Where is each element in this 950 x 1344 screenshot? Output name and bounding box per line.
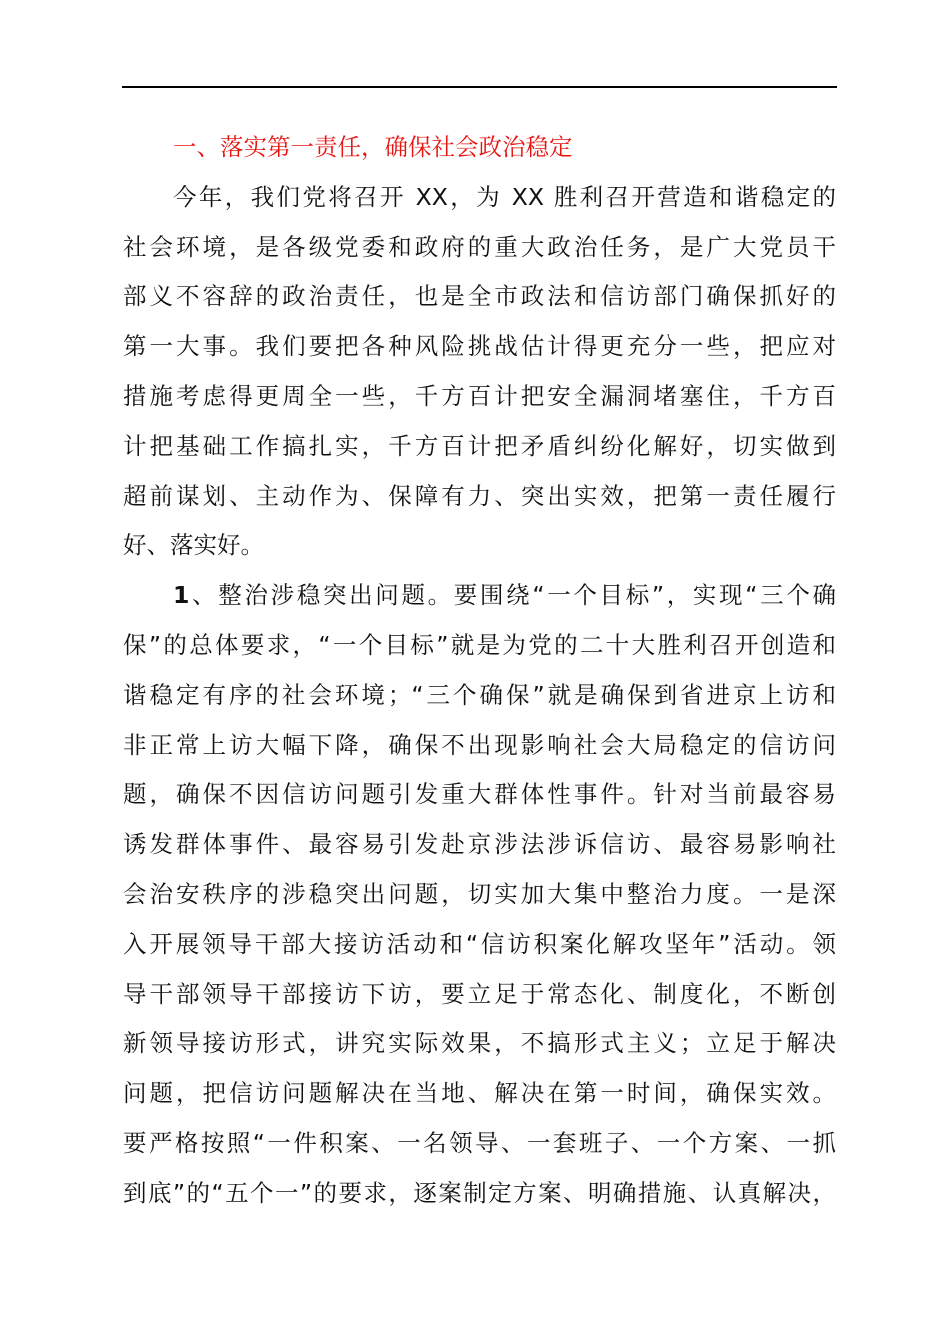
text-line: [123, 571, 836, 621]
header-rule: [122, 86, 837, 88]
text-line: 诱发群体事件、最容易引发赴京涉法涉诉信访、最容易影响社: [123, 830, 836, 859]
text-line: 导干部领导干部接访下访，要立足于常态化、制度化，不断创: [123, 979, 836, 1008]
text-line: 题，确保不因信访问题引发重大群体性事件。针对当前最容易: [123, 780, 836, 809]
item-number: 1: [173, 581, 190, 610]
text-line: 要严格按照“一件积案、一名领导、一套班子、一个方案、一抓: [123, 1128, 836, 1157]
text-line: 新领导接访形式，讲究实际效果，不搞形式主义；立足于解决: [123, 1029, 836, 1058]
text-line: 社会环境，是各级党委和政府的重大政治任务，是广大党员干: [123, 232, 836, 261]
text-line: 入开展领导干部大接访活动和“信访积案化解攻坚年”活动。领: [123, 929, 836, 958]
text-line: 部义不容辞的政治责任，也是全市政法和信访部门确保抓好的: [123, 282, 836, 311]
document-body: [123, 123, 836, 1219]
text-span: 、整治涉稳突出问题。要围绕“一个目标”，实现“三个确: [189, 581, 836, 610]
text-line: 今年，我们党将召开 XX，为 XX 胜利召开营造和谐稳定的: [173, 182, 836, 211]
paragraph-2: [123, 571, 836, 1218]
text-line: 谐稳定有序的社会环境；“三个确保”就是确保到省进京上访和: [123, 680, 836, 709]
text-line: 超前谋划、主动作为、保障有力、突出实效，把第一责任履行: [123, 481, 836, 510]
text-line: 会治安秩序的涉稳突出问题，切实加大集中整治力度。一是深: [123, 879, 836, 908]
text-line: 第一大事。我们要把各种风险挑战估计得更充分一些，把应对: [123, 332, 836, 361]
text-line: 计把基础工作搞扎实，千方百计把矛盾纠纷化解好，切实做到: [123, 431, 836, 460]
text-line: 非正常上访大幅下降，确保不出现影响社会大局稳定的信访问: [123, 730, 836, 759]
section-heading: 一、落实第一责任，确保社会政治稳定: [173, 133, 573, 161]
text-line: 措施考虑得更周全一些，千方百计把安全漏洞堵塞住，千方百: [123, 381, 836, 410]
text-line: 到底”的“五个一”的要求，逐案制定方案、明确措施、认真解决，: [123, 1178, 836, 1207]
text-line: 好、落实好。: [123, 531, 264, 560]
text-line: 问题，把信访问题解决在当地、解决在第一时间，确保实效。: [123, 1079, 836, 1108]
text-line: 保”的总体要求，“一个目标”就是为党的二十大胜利召开创造和: [123, 630, 836, 659]
paragraph-1: [123, 173, 836, 571]
